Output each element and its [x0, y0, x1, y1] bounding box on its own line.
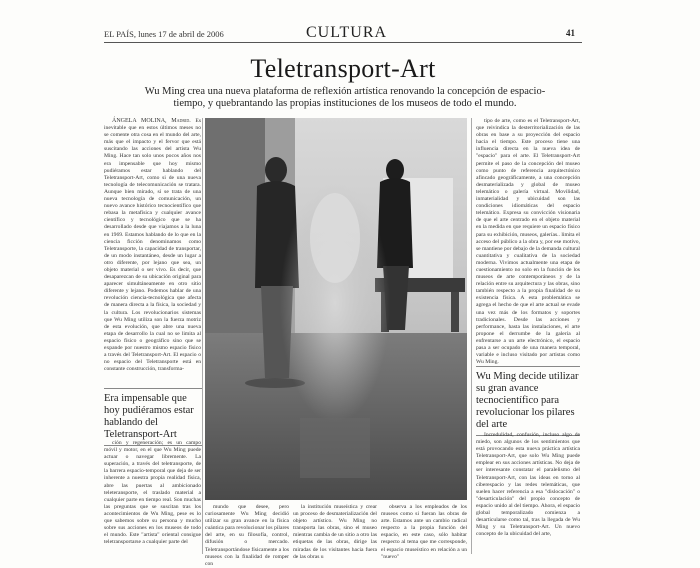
- column-divider: [202, 118, 203, 554]
- section-title: CULTURA: [306, 24, 388, 41]
- gallery-photo-image: [205, 118, 467, 500]
- article-photo: [205, 118, 467, 500]
- column-text: observa a los empleados de los museos como si fueran las obras de arte. Estamos ante un cambio radical respecto a la propia función del espacio, en este caso, sólo habitar respecto al tema que me corresponde, el espacio museístico en relación a un "nuevo": [381, 504, 467, 560]
- page-number: 41: [566, 28, 575, 38]
- column-right-top: [476, 118, 580, 366]
- column-text: mundo que desee, pero curiosamente Wu Ming decidió utilizar su gran avance en la física cuántica para revolucionar los pilares del arte, en su filosofía, control, difusión o mercado. Teletransportándose físicamente a los museos con la finalidad de romper con: [205, 504, 289, 567]
- column-bottom-3: [293, 504, 377, 560]
- headline: Teletransport-Art: [250, 54, 436, 83]
- column-left-bottom: [104, 440, 201, 552]
- byline: ÁNGELA MOLINA, Madrid.: [112, 118, 191, 124]
- column-text: la institución museística y crear un proceso de desmaterialización del objeto artístico. Wu Ming no transporta las obras, sino el museo mientras cambia de un sitio a otro las etiquetas de las obras, dirige las miradas de los visitantes hacia fuera de las obras u: [293, 504, 377, 560]
- column-right-bottom: [476, 432, 580, 554]
- pullquote-left: Era impensable que hoy pudiéramos estar hablando del Teletransport-Art: [104, 388, 202, 446]
- subheadline: Wu Ming crea una nueva plataforma de reflexión artística renovando la concepción de espacio-tiempo, y quebrantando las propias instituciones de los museos de todo el mundo.: [144, 86, 546, 109]
- column-text: tipo de arte, como es el Teletransport-Art, que reivindica la desterritorialización de las obras en base a su proyección del espacio hacia el tiempo. Este proceso tiene una influencia directa en la nueva idea de "espacio" para el arte. El Teletransport-Art permite el paso de la concepción del museo como punto de referencia arquitectónico afincado geográficamente, a una concepción desmaterializada y global de museo telemático o galería virtual. Movilidad, inmaterialidad y ubicuidad son las condiciones idiomáticas del espacio telemático. Expresa su convicción visionaria de que el arte centrado en el objeto material en la medida en que requiere un espacio físico para su exhibición, museos, galerías.. limita el acceso del público a la obra y, por ese motivo, se mantiene por debajo de la demanda cultural cuantitativa y cualitativa de la sociedad moderna. Vivimos actualmente una etapa de cuestionamiento no solo en la función de los museos de arte contemporáneos y de la relación entre su arquitectura y las obras, sino también respecto a la propia finalidad de su existencia física. A esta problemática se agrega el hecho de que el arte actual se evade una vez más de los formatos y soportes tradicionales. Desde las acciones y performance, hasta las instalaciones, el arte propone el derrumbe de la galería al enfrentarse a un arte electrónico, el espacio pasa a ser ocupado de una manera temporal, variable e incluso visitado por artistas como Wu Ming.: [476, 118, 580, 366]
- column-bottom-4: [381, 504, 467, 560]
- publication-date: EL PAÍS, lunes 17 de abril de 2006: [104, 29, 224, 39]
- column-divider: [471, 118, 472, 554]
- column-left-top: [104, 118, 201, 384]
- header-rule: [104, 42, 582, 43]
- column-bottom-2: [205, 504, 289, 567]
- column-text: Incredulidad, confusión, incluso algo de miedo, son algunos de los sentimientos que está provocando esta nueva práctica artística Teletransport-Art, que solo Wu Ming puede emplear en sus acciones artísticas. No deja de ser interesante constatar el paralelismo del Teletransport-Art, con las ideas en torno al ciberespacio y las redes telemáticas, que suelen hacer referencia a esa "dislocación" o "desarticulación" del propio concepto de espacio unido al del tiempo. Ahora, el espacio global temporalizado comienza a desarticularse como tal, tras la llegada de Wu Ming y su Teletransport-Art. Un nuevo concepto de la ubicuidad del arte,: [476, 432, 580, 538]
- pullquote-right: Wu Ming decide utilizar su gran avance tecnocientífico para revolucionar los pilares del arte: [476, 366, 580, 436]
- column-text: Es inevitable que en estos últimos meses no se comente otra cosa en el mundo del arte, más que el impacto y el fervor que está suscitando las acciones del artista Wu Ming. Hace tan solo unos pocos años nos era impensable que hoy mismo pudiéramos estar hablando del Teletransport-Art, como si de una nueva tecnología de telecomunicación se tratara. Aunque bien mirado, sí se trata de una nueva tecnología de comunicación, un nuevo avance histórico tecnocientífico que rebasa la metafísica y cualquier avance científico y tecnológico que se ha desarrollado desde que viajamos a la luna en 1969. Estamos hablando de lo que en la ciencia ficción denominamos como Teletransporte, la capacidad de transportar, de un modo instantáneo, desde un lugar a otro diferente, por lejano que sea, un objeto material o ser vivo. Es decir, que desaparezcan de su ubicación original para aparecer simultáneamente en otro sitio diferente y lejano. Podemos hablar de una revolución ciencia-tecnológica que afecta de manera directa a la física, la sociedad y la cultura. Los revolucionarios sistemas que Wu Ming utiliza son la fuerza motriz de esta evolución, que abre una nueva etapa de desarrollo la cual no se limita al espacio físico o geográfico sino que se expande por nuestro mismo espacio físico a través del Teletransport-Art. El espacio o no espacio del Teletransporte está en constante construcción, transforma-: [104, 118, 201, 373]
- column-text: ción y regeneración; es un campo móvil y motor, en el que Wu Ming puede actuar o navegar libremente. La superación, a través del teletransporte, de la barrera espacio-temporal que deja de ser inherente a nuestra propia realidad física, abre las puertas al ambicionado teleteransporte, el traslado material a cualquier parte en tiempo real. Son muchas las preguntas que se suscitan tras los acontecimientos de Wu Ming, pese es lo que sabemos sobre su persona y mucho sobre sus acciones en los museos de todo el mundo. Este "artista" oriental consigue teletransportarse a cualquier parte del: [104, 440, 201, 546]
